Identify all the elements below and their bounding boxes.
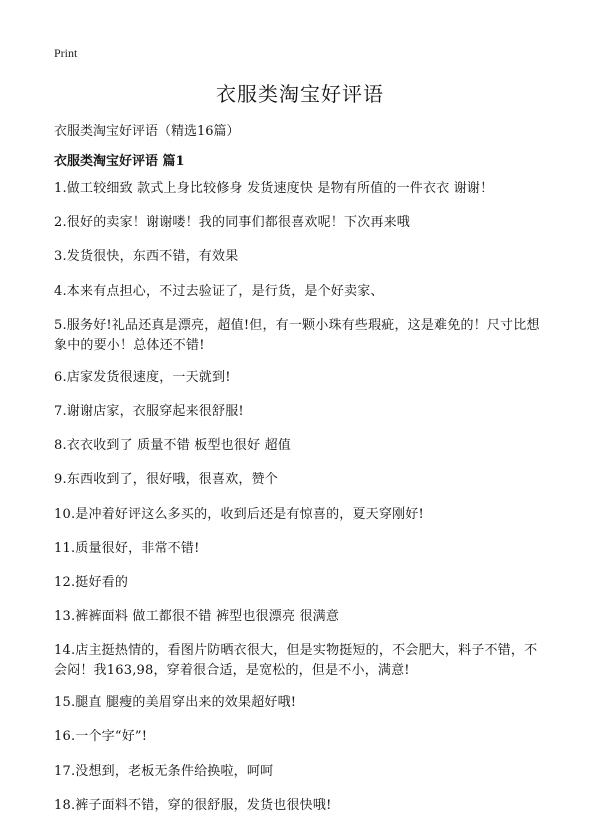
review-item: 8.衣衣收到了 质量不错 板型也很好 超值	[54, 438, 292, 454]
review-list	[54, 179, 548, 830]
review-item: 10.是冲着好评这么多买的，收到后还是有惊喜的，夏天穿刚好!	[54, 506, 424, 522]
review-item: 6.店家发货很速度，一天就到!	[54, 369, 231, 385]
review-item: 16.一个字“好”!	[54, 729, 148, 745]
document-subtitle: 衣服类淘宝好评语（精选16篇）	[54, 124, 240, 139]
review-item: 11.质量很好，非常不错!	[54, 540, 200, 556]
review-item: 9.东西收到了，很好哦，很喜欢，赞个	[54, 472, 279, 488]
review-item: 18.裤子面料不错，穿的很舒服，发货也很快哦!	[54, 797, 332, 813]
review-item: 2.很好的卖家！谢谢喽！我的同事们都很喜欢呢！下次再来哦	[54, 215, 411, 231]
print-link[interactable]: Print	[54, 46, 78, 60]
review-item: 13.裤裤面料 做工都很不错 裤型也很漂亮 很满意	[54, 609, 340, 625]
section-heading: 衣服类淘宝好评语 篇1	[54, 154, 185, 169]
review-item: 17.没想到，老板无条件给换啦，呵呵	[54, 763, 274, 779]
review-item: 4.本来有点担心，不过去验证了，是行货，是个好卖家、	[54, 283, 384, 299]
review-item: 7.谢谢店家，衣服穿起来很舒服!	[54, 403, 244, 419]
review-item: 14.店主挺热情的，看图片防晒衣很大，但是实物挺短的，不会肥大，料子不错，不会闷！我163,98，穿着很合适，是宽松的，但是不小，满意!	[54, 643, 538, 679]
review-item: 5.服务好!礼品还真是漂亮，超值!但，有一颗小珠有些瑕疵，这是难免的！尺寸比想象中的要小！总体还不错!	[54, 317, 540, 353]
page-title: 衣服类淘宝好评语	[216, 82, 384, 106]
review-item: 12.挺好看的	[54, 574, 129, 590]
review-item: 15.腿直 腿瘦的美眉穿出来的效果超好哦!	[54, 695, 297, 711]
review-item: 3.发货很快，东西不错，有效果	[54, 249, 239, 265]
review-item: 1.做工较细致 款式上身比较修身 发货速度快 是物有所值的一件衣衣 谢谢！	[54, 181, 494, 196]
